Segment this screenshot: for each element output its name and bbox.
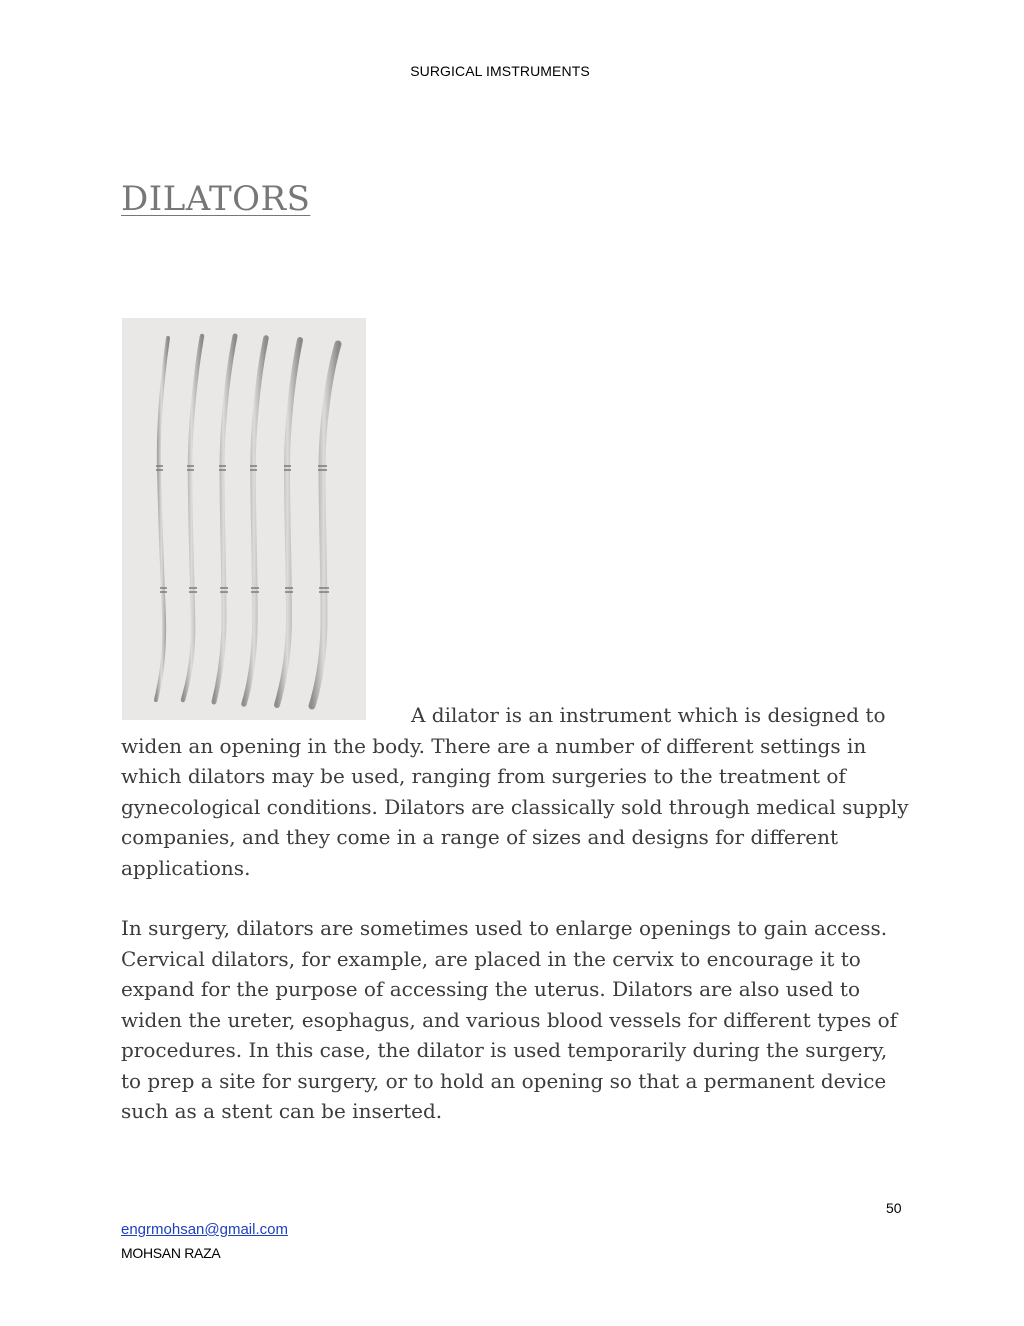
page-number: 50: [886, 1200, 902, 1216]
dilators-illustration: [122, 318, 366, 720]
dilators-photo: [122, 318, 366, 720]
dilator-2: [183, 336, 202, 700]
dilator-3: [214, 336, 235, 702]
dilator-4: [244, 338, 266, 704]
section-title: DILATORS: [121, 179, 311, 219]
dilator-5: [277, 340, 300, 705]
dilator-1: [156, 338, 168, 700]
paragraph-surgery: In surgery, dilators are sometimes used to enlarge openings to gain access. Cervical dilators, for example, are placed in the cervix to encourage it to expand for the purpose of accessing the uterus. Dilators are also used to widen the ureter, esophagus, and various blood vessels for different types of procedures. In this case, the dilator is used temporarily during the surgery, to prep a site for surgery, or to hold an opening so that a permanent device such as a stent can be inserted.: [121, 916, 898, 1123]
dilator-6: [312, 344, 338, 706]
paragraph-intro: A dilator is an instrument which is designed to widen an opening in the body. There are a number of different settings in which dilators may be used, ranging from surgeries to the treatment of gynecological conditions. Dilators are classically sold through medical supply companies, and they come in a range of sizes and designs for different applications.: [121, 703, 909, 880]
author-email-link[interactable]: engrmohsan@gmail.com: [121, 1221, 288, 1238]
running-header: SURGICAL IMSTRUMENTS: [410, 63, 590, 79]
author-name: MOHSAN RAZA: [121, 1245, 221, 1261]
